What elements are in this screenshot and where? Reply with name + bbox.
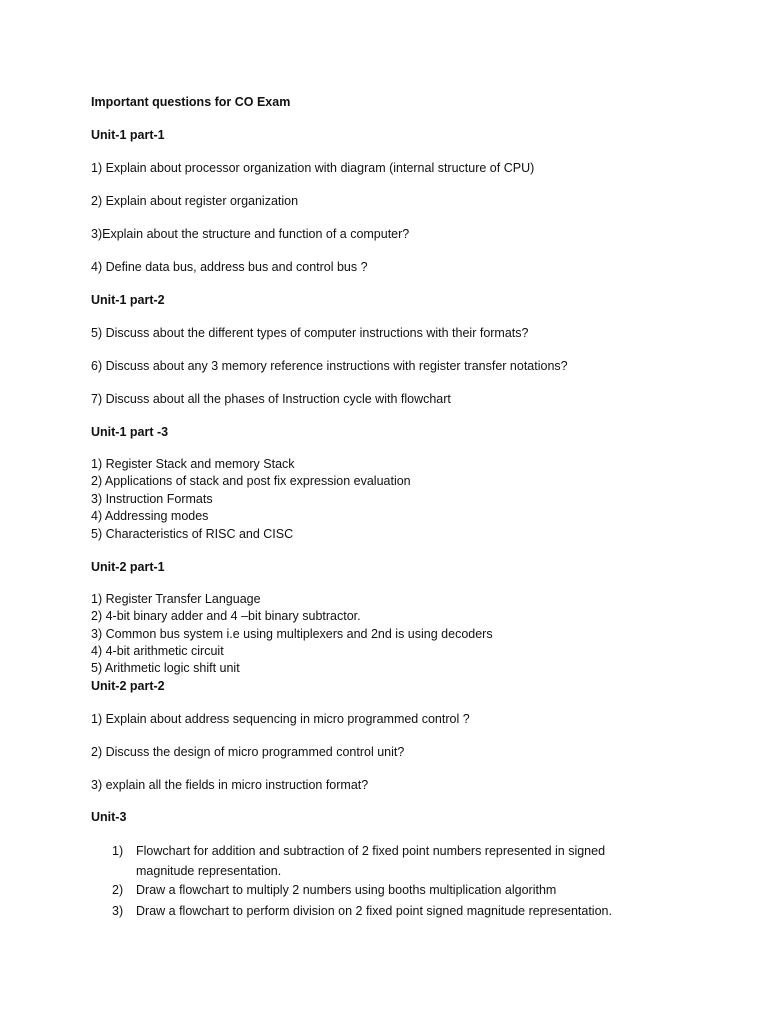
topic-item: 2) Applications of stack and post fix expression evaluation <box>91 474 411 488</box>
numbered-item-text: Draw a flowchart to multiply 2 numbers using booths multiplication algorithm <box>136 883 557 897</box>
question-item: 2) Discuss the design of micro programmed control unit? <box>91 745 405 759</box>
section-heading-unit3: Unit-3 <box>91 810 127 824</box>
list-number: 1) <box>112 844 124 858</box>
section-heading-unit1-part3: Unit-1 part -3 <box>91 425 169 439</box>
topic-item: 4) 4-bit arithmetic circuit <box>91 644 224 658</box>
question-item: 2) Explain about register organization <box>91 194 299 208</box>
topic-item: 1) Register Stack and memory Stack <box>91 457 295 471</box>
question-item: 6) Discuss about any 3 memory reference instructions with register transfer notations? <box>91 359 568 373</box>
numbered-item-text: Flowchart for addition and subtraction of 2 fixed point numbers represented in signed <box>136 844 606 858</box>
document-title: Important questions for CO Exam <box>91 95 291 109</box>
topic-item: 1) Register Transfer Language <box>91 592 261 606</box>
question-item: 4) Define data bus, address bus and control bus ? <box>91 260 368 274</box>
section-heading-unit1-part1: Unit-1 part-1 <box>91 128 165 142</box>
section-heading-unit2-part1: Unit-2 part-1 <box>91 560 165 574</box>
numbered-item-text: Draw a flowchart to perform division on 2 fixed point signed magnitude representation. <box>136 904 612 918</box>
list-number: 2) <box>112 883 124 897</box>
section-heading-unit1-part2: Unit-1 part-2 <box>91 293 165 307</box>
topic-item: 3) Common bus system i.e using multiplexers and 2nd is using decoders <box>91 627 493 641</box>
topic-item: 5) Arithmetic logic shift unit <box>91 661 240 675</box>
question-item: 5) Discuss about the different types of computer instructions with their formats? <box>91 326 529 340</box>
numbered-item-text: magnitude representation. <box>136 864 282 878</box>
question-item: 3) explain all the fields in micro instruction format? <box>91 778 369 792</box>
topic-item: 3) Instruction Formats <box>91 492 213 506</box>
question-item: 7) Discuss about all the phases of Instruction cycle with flowchart <box>91 392 451 406</box>
topic-item: 2) 4-bit binary adder and 4 –bit binary subtractor. <box>91 609 361 623</box>
question-item: 3)Explain about the structure and function of a computer? <box>91 227 410 241</box>
question-item: 1) Explain about processor organization with diagram (internal structure of CPU) <box>91 161 535 175</box>
topic-item: 5) Characteristics of RISC and CISC <box>91 527 294 541</box>
question-item: 1) Explain about address sequencing in micro programmed control ? <box>91 712 470 726</box>
section-heading-unit2-part2: Unit-2 part-2 <box>91 679 165 693</box>
list-number: 3) <box>112 904 124 918</box>
topic-item: 4) Addressing modes <box>91 509 209 523</box>
